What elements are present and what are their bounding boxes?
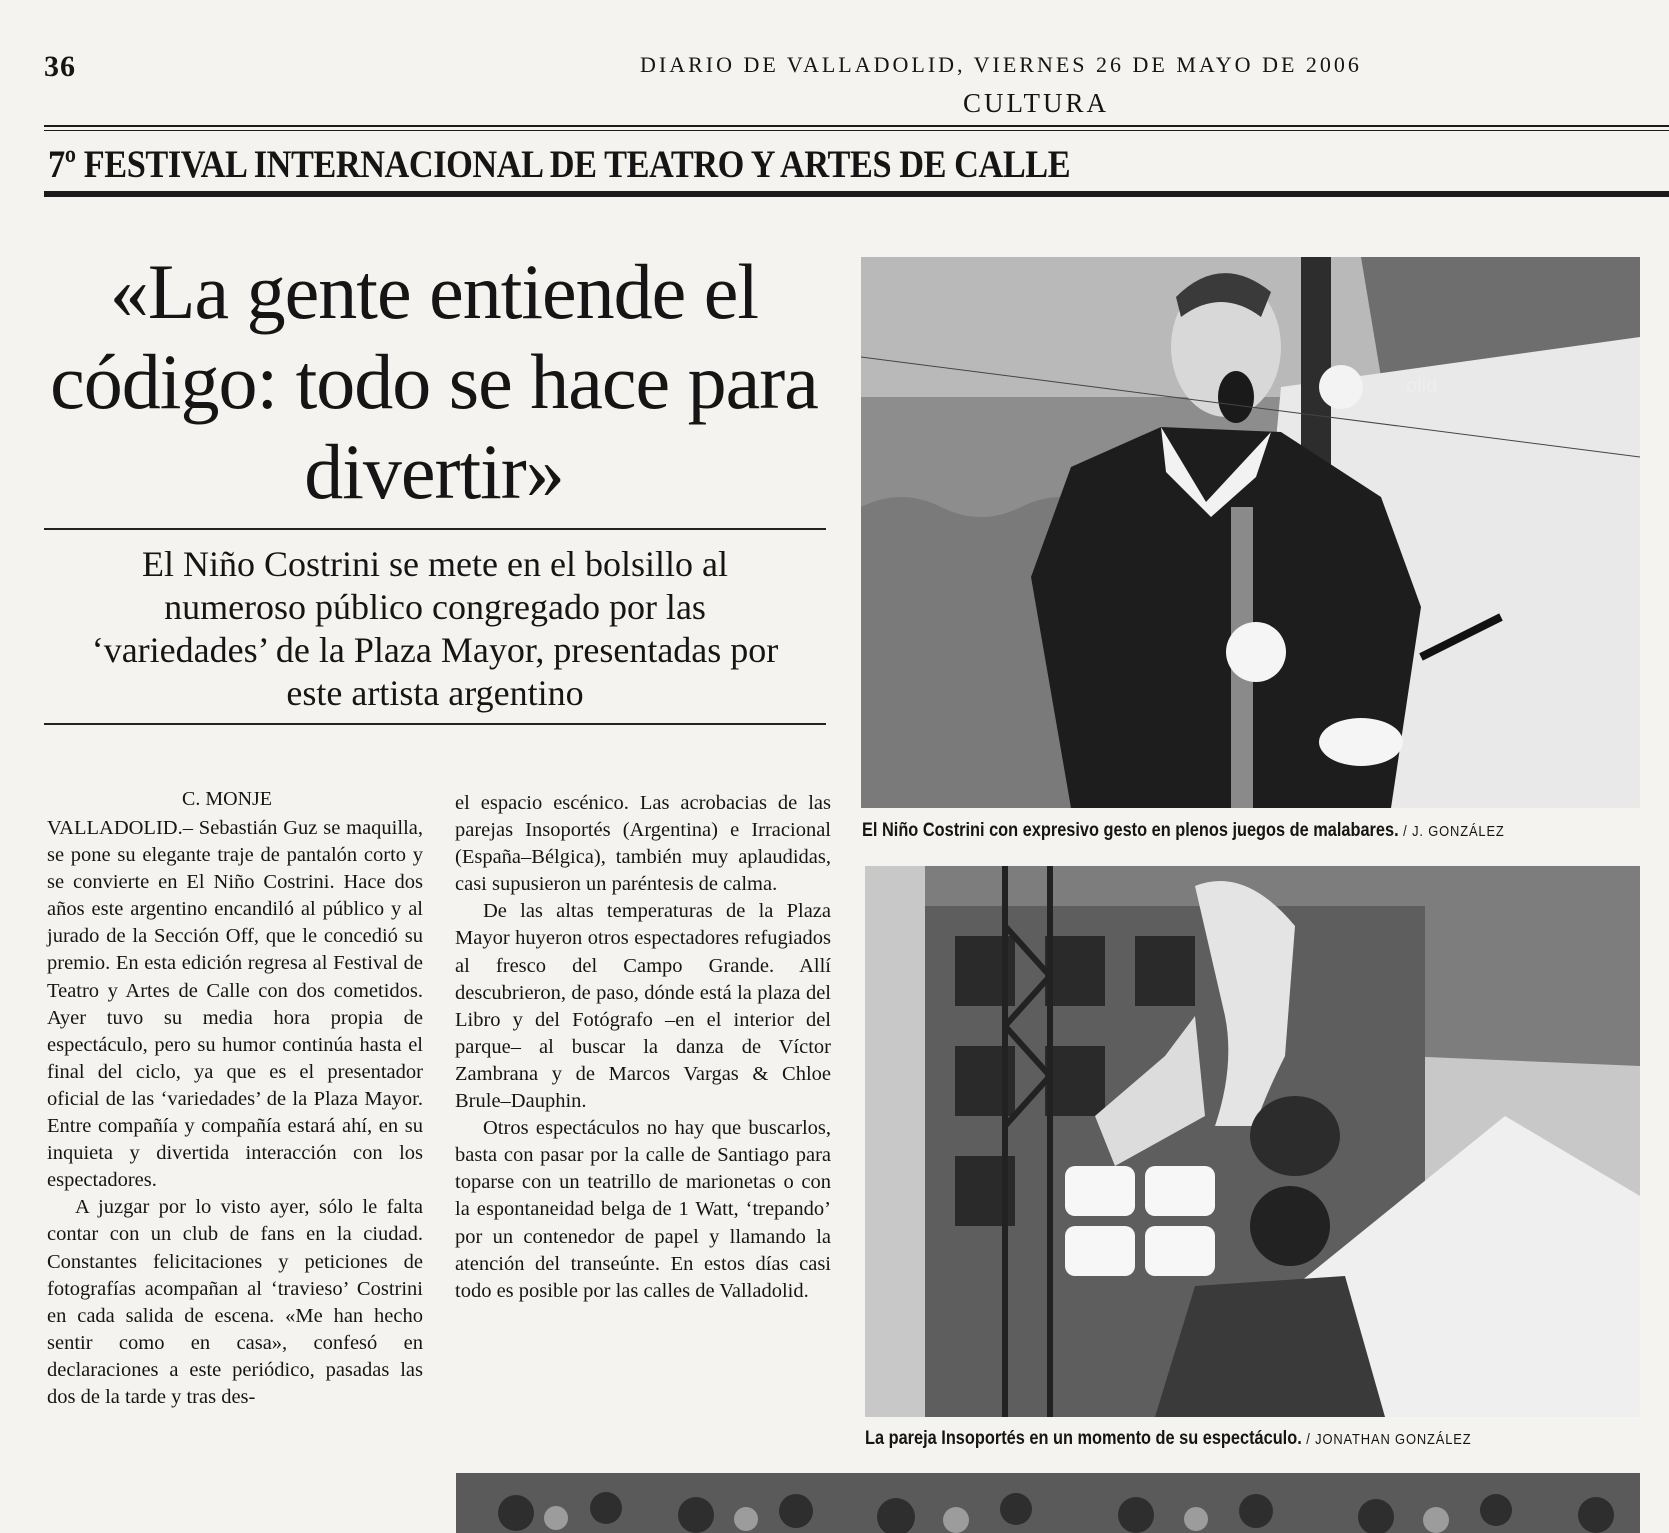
paragraph: Otros espectáculos no hay que buscarlos, basta con pasar por la calle de Santiago para toparse con un teatrillo de marionetas o con la espontaneidad belga de 1 Watt, ‘trepando’ por un contenedor de papel y llamando la atención del transeúnte. En estos días casi todo es posible por las calles de Valladolid. [455,1117,831,1302]
background-sign-text: olid [1406,375,1438,397]
caption-text: El Niño Costrini con expresivo gesto en plenos juegos de malabares. [862,820,1399,841]
article-headline: «La gente entiende el código: todo se hace para divertir» [50,248,818,515]
juggler-photo-caption [862,820,1505,842]
deck-rule-bottom [44,723,826,725]
article-column-1 [47,815,423,1411]
article-deck: El Niño Costrini se mete en el bolsillo al numeroso público congregado por las ‘variedades’ de la Plaza Mayor, presentadas por este artista argentino [91,544,779,713]
paragraph: De las altas temperaturas de la Plaza Mayor huyeron otros espectadores refugiados al fresco del Campo Grande. Allí descubrieron, de paso, dónde está la plaza del Libro y del Fotógrafo –en el interior del parque– al buscar la danza de Víctor Zambrana y de Marcos Vargas & Chloe Brule–Dauphin. [455,900,831,1113]
header-rule-bottom [44,130,1669,131]
section-label: CULTURA [963,88,1110,118]
crowd-photo [456,1473,1640,1533]
paragraph: A juzgar por lo visto ayer, sólo le falta contar con un club de fans en la ciudad. Constantes felicitaciones y peticiones de fotografías acompañan al ‘travieso’ Costrini en cada salida de escena. «Me han hecho sentir como en casa», confesó en declaraciones a este periódico, pasadas las dos de la tarde y tras des- [47,1196,423,1408]
photo-credit: / J. GONZÁLEZ [1403,823,1505,840]
festival-banner-title: 7º FESTIVAL INTERNACIONAL DE TEATRO Y ARTES DE CALLE [48,143,1071,186]
paragraph: el espacio escénico. Las acrobacias de las parejas Insoportés (Argentina) e Irracional (España–Bélgica), también muy aplaudidas, casi supusieron un paréntesis de calma. [455,792,831,896]
banner-rule [44,191,1669,197]
article-column-2 [455,790,831,1305]
masthead-dateline: DIARIO DE VALLADOLID, VIERNES 26 DE MAYO DE 2006 [640,52,1362,77]
juggler-photo [861,257,1640,808]
page-number: 36 [44,50,76,83]
acrobats-photo-caption [865,1428,1471,1450]
deck-rule-top [44,528,826,530]
header-rule-top [44,125,1669,127]
byline: C. MONJE [182,788,273,810]
paragraph: VALLADOLID.– Sebastián Guz se maquilla, se pone su elegante traje de pantalón corto y se convierte en El Niño Costrini. Hace dos años este argentino encandiló al público y al jurado de la Sección Off, que le concedió su premio. En esta edición regresa al Festival de Teatro y Artes de Calle con dos cometidos. Ayer tuvo su media hora propia de espectáculo, pero su humor continúa hasta el final del ciclo, ya que es el presentador oficial de las ‘variedades’ de la Plaza Mayor. Entre compañía y compañía estará ahí, en su inquieta y divertida interacción con los espectadores. [47,817,423,1192]
photo-credit: / JONATHAN GONZÁLEZ [1306,1431,1472,1448]
caption-text: La pareja Insoportés en un momento de su espectáculo. [865,1428,1302,1449]
acrobats-photo [865,866,1640,1417]
